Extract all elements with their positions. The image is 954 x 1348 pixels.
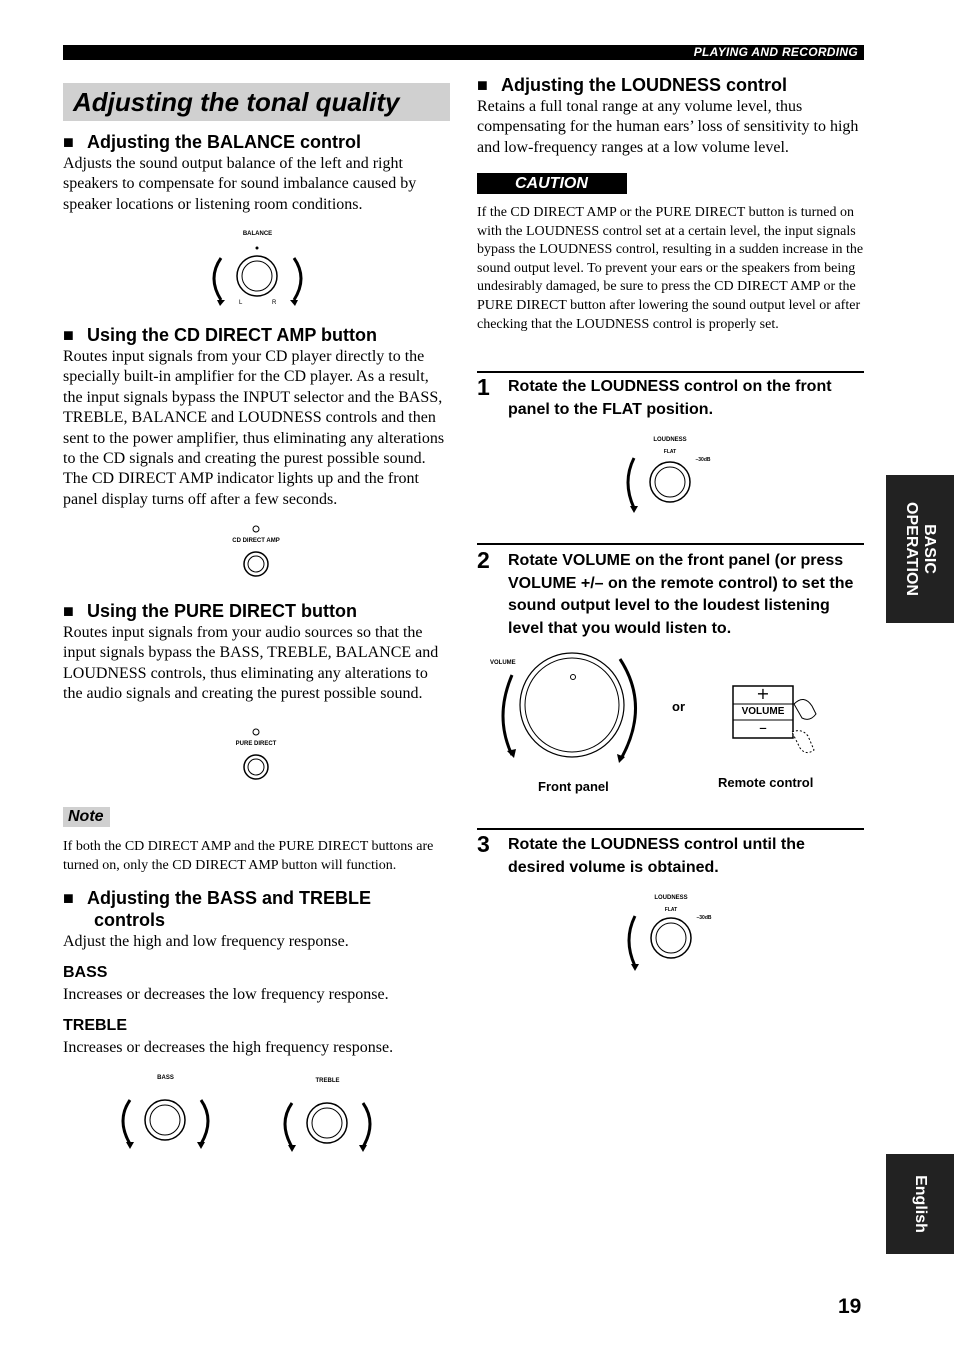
bass-treble-text: Adjust the high and low frequency response. — [63, 933, 349, 950]
balance-heading: ■ Adjusting the BALANCE control — [63, 132, 361, 152]
page-number: 19 — [838, 1295, 862, 1318]
section-title: PLAYING AND RECORDING — [693, 45, 858, 59]
caution-text: If the CD DIRECT AMP or the PURE DIRECT button is turned on with the LOUDNESS control set at a certain level, the input signals bypass the LOUDNESS control, resulting in a sudden increase in the sound output level. To prevent your ears or the speakers from being undesirably damaged, be sure to press the CD DIRECT AMP or the PURE DIRECT button after lowering the sound output level or after checking that the LOUDNESS control is properly set. — [477, 205, 864, 332]
loudness-knob-figure-2 — [621, 892, 726, 974]
step-2-rule — [477, 543, 864, 545]
treble-knob-figure — [275, 1075, 380, 1155]
treble-knob-label: TREBLE — [315, 1078, 340, 1084]
bass-text: Increases or decreases the low frequency response. — [63, 986, 389, 1003]
volume-plus-button: + — [756, 684, 770, 703]
cd-direct-text: Routes input signals from your CD player directly to the specially built-in amplifier for the CD player. As a result, the input signals bypass the INPUT selector and the BASS, TREBLE, BALANCE and LOUDNESS controls and then sent to the power amplifier, thus eliminating any alterations to the CD signals and creating the purest possible sound. The CD DIRECT AMP indicator lights up and the front panel display turns off after a few seconds. — [63, 348, 445, 508]
loudness-db-label-2: –30dB — [696, 915, 712, 921]
loudness-knob-figure-1 — [620, 434, 725, 516]
bass-treble-heading: ■ Adjusting the BASS and TREBLE controls — [63, 888, 372, 930]
loudness-heading: ■ Adjusting the LOUDNESS control — [477, 75, 788, 95]
loudness-knob-label-2: LOUDNESS — [654, 895, 688, 901]
loudness-knob-label: LOUDNESS — [653, 437, 687, 443]
basic-operation-tab: BASIC OPERATION — [886, 475, 954, 623]
loudness-flat-label: FLAT — [663, 449, 677, 455]
step-1-text: Rotate the LOUDNESS control on the front panel to the FLAT position. — [508, 378, 832, 418]
treble-text: Increases or decreases the high frequency response. — [63, 1039, 394, 1056]
page-title-box — [63, 83, 450, 121]
english-tab: English — [886, 1154, 954, 1254]
header-bar — [63, 45, 864, 60]
page-title: Adjusting the tonal quality — [73, 87, 400, 117]
step-3-text: Rotate the LOUDNESS control until the desired volume is obtained. — [508, 836, 805, 876]
note-text: If both the CD DIRECT AMP and the PURE DIRECT buttons are turned on, only the CD DIRECT AMP button will function. — [63, 839, 434, 873]
loudness-text: Retains a full tonal range at any volume level, thus compensating for the human ears’ loss of sensitivity to high and low-frequency ranges at a low volume level. — [477, 98, 859, 156]
svg-text:L: L — [239, 300, 243, 306]
pure-direct-button-label: PURE DIRECT — [235, 741, 277, 747]
step-3-number: 3 — [477, 831, 490, 857]
remote-volume-figure — [732, 684, 822, 760]
remote-volume-key-label: VOLUME — [741, 706, 785, 717]
step-1-number: 1 — [477, 374, 490, 400]
pure-direct-heading: ■ Using the PURE DIRECT button — [63, 601, 357, 621]
or-label: or — [672, 699, 685, 714]
note-label: Note — [63, 807, 110, 827]
bass-knob-label: BASS — [157, 1075, 174, 1081]
volume-knob-label: VOLUME — [490, 660, 516, 666]
balance-knob-figure — [205, 228, 310, 308]
balance-knob-label: BALANCE — [242, 231, 273, 237]
volume-minus-button: – — [759, 718, 767, 737]
cd-direct-amp-figure — [216, 524, 296, 584]
bass-title: BASS — [63, 964, 108, 981]
step-3-rule — [477, 828, 864, 830]
caution-label: CAUTION — [477, 173, 627, 194]
remote-control-caption: Remote control — [718, 775, 814, 790]
loudness-flat-label-2: FLAT — [664, 907, 678, 913]
step-1-rule — [477, 371, 864, 373]
pure-direct-text: Routes input signals from your audio sources so that the input signals bypass the BASS, TREBLE, BALANCE and LOUDNESS controls, thus eliminating any alterations to the audio signals and creating the purest possible sound. — [63, 624, 439, 703]
volume-knob-figure — [490, 645, 660, 765]
loudness-db-label: –30dB — [695, 457, 711, 463]
cd-direct-amp-button-label: CD DIRECT AMP — [232, 538, 280, 544]
step-2-number: 2 — [477, 547, 490, 573]
front-panel-caption: Front panel — [538, 779, 609, 794]
cd-direct-heading: ■ Using the CD DIRECT AMP button — [63, 325, 377, 345]
treble-title: TREBLE — [63, 1017, 127, 1034]
step-2-text: Rotate VOLUME on the front panel (or press VOLUME +/– on the remote control) to set the sound output level to the loudest listening level that you would listen to. — [508, 552, 854, 637]
pure-direct-figure — [216, 727, 296, 787]
svg-text:R: R — [272, 300, 277, 306]
bass-knob-figure — [113, 1072, 218, 1152]
balance-text: Adjusts the sound output balance of the left and right speakers to compensate for sound imbalance caused by speaker locations or listening room conditions. — [63, 155, 417, 213]
